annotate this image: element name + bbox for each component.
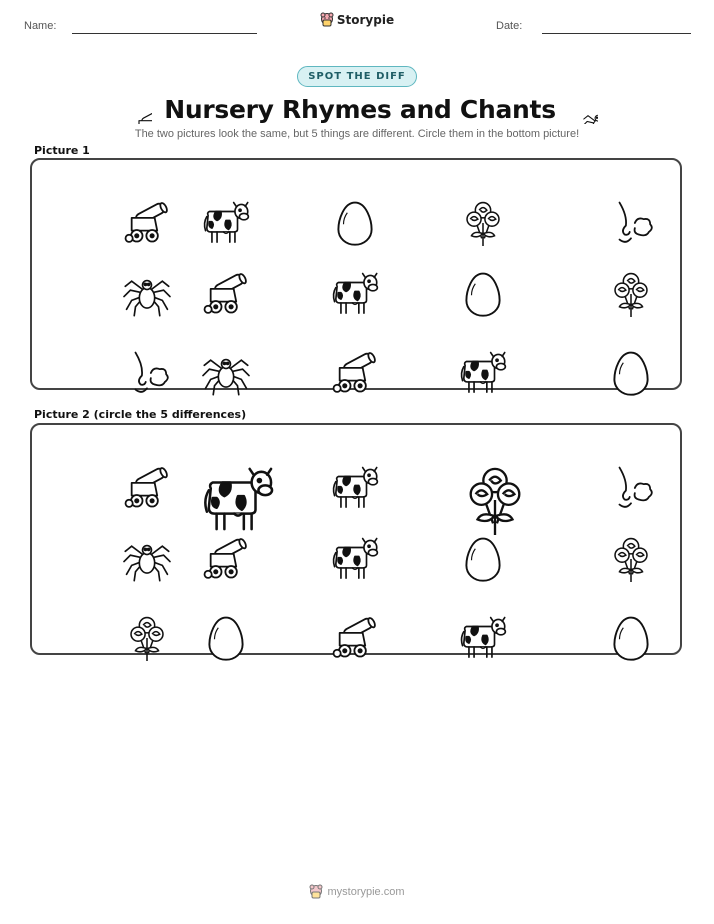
date-line[interactable]: [542, 33, 691, 34]
picture-2-cannon-icon[interactable]: [180, 513, 226, 559]
picture-2-panel[interactable]: [30, 423, 682, 655]
picture-1-nose-blowing-icon: [101, 327, 147, 373]
picture-1-egg-icon: [585, 327, 631, 373]
name-label: Name:: [24, 20, 57, 32]
spot-the-diff-badge: SPOT THE DIFF: [297, 66, 417, 87]
picture-2-cow-icon[interactable]: [437, 592, 483, 638]
footer-url[interactable]: mystorypie.com: [327, 885, 405, 898]
picture-1-cannon-icon: [101, 177, 147, 223]
picture-1-cow-icon: [180, 177, 226, 223]
picture-2-cow-icon[interactable]: [309, 513, 355, 559]
cannon-icon: [116, 94, 152, 124]
footer: [0, 884, 714, 904]
picture-1-cow-icon: [309, 248, 355, 294]
picture-2-label: Picture 2 (circle the 5 differences): [34, 408, 247, 421]
picture-2-cannon-icon[interactable]: [309, 592, 355, 638]
picture-1-spider-icon: [180, 327, 226, 373]
picture-1-cannon-icon: [180, 248, 226, 294]
picture-2-spider-icon[interactable]: [101, 513, 147, 559]
picture-1-cow-icon: [437, 327, 483, 373]
brand-name: Storypie: [336, 12, 395, 27]
storypie-mascot-icon: [309, 884, 323, 899]
brand-logo: [0, 12, 714, 32]
picture-2-egg-icon[interactable]: [585, 592, 631, 638]
picture-1-roses-icon: [437, 177, 483, 223]
picture-1-panel: [30, 158, 682, 390]
picture-2-roses-icon[interactable]: [425, 430, 495, 500]
storypie-mascot-icon: [320, 12, 334, 27]
picture-2-egg-icon[interactable]: [180, 592, 226, 638]
picture-1-cannon-icon: [309, 327, 355, 373]
picture-1-nose-blowing-icon: [585, 177, 631, 223]
picture-2-egg-icon[interactable]: [437, 513, 483, 559]
picture-2-cow-icon[interactable]: [309, 442, 355, 488]
page-title: Nursery Rhymes and Chants: [164, 94, 556, 124]
instructions: The two pictures look the same, but 5 things are different. Circle them in the bottom picture!: [134, 128, 580, 140]
picture-1-egg-icon: [309, 177, 355, 223]
picture-1-spider-icon: [101, 248, 147, 294]
spider-icon: [568, 94, 598, 124]
date-label: Date:: [496, 20, 523, 32]
picture-1-label: Picture 1: [34, 144, 90, 157]
picture-1-roses-icon: [585, 248, 631, 294]
picture-2-nose-blowing-icon[interactable]: [585, 442, 631, 488]
picture-2-cow-icon[interactable]: [168, 430, 238, 500]
title-row: [0, 90, 714, 128]
picture-2-roses-icon[interactable]: [585, 513, 631, 559]
name-line[interactable]: [72, 33, 257, 34]
picture-1-egg-icon: [437, 248, 483, 294]
picture-2-cannon-icon[interactable]: [101, 442, 147, 488]
picture-2-roses-icon[interactable]: [101, 592, 147, 638]
